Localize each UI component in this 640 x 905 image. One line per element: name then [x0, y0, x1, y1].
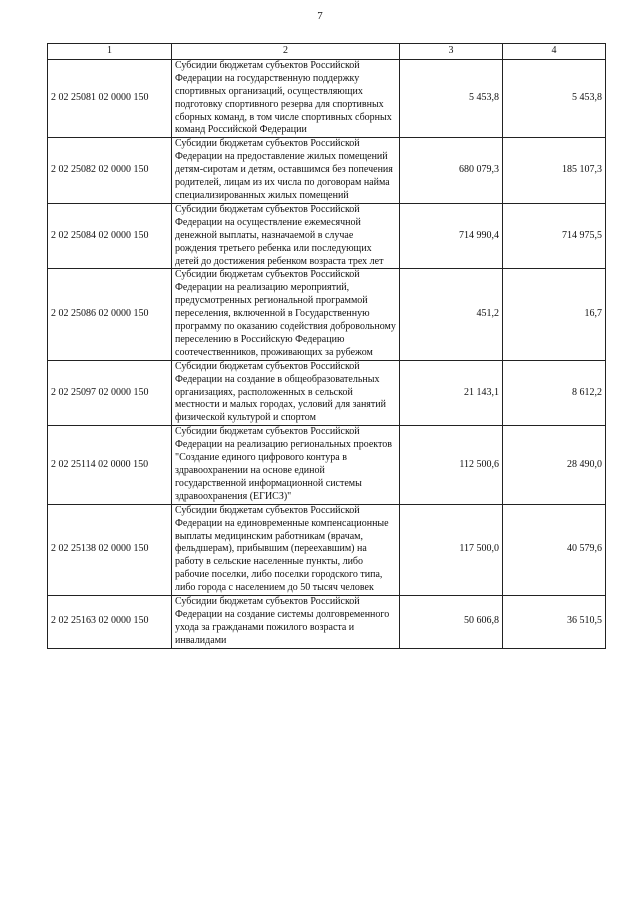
- item-name: Субсидии бюджетам субъектов Российской Федерации на реализацию мероприятий, предусмотренных региональной программой переселения, включенной в Государственную программу по оказанию содействия добровольному переселению в Российскую Федерацию соотечественников, проживающих за рубежом: [172, 269, 400, 360]
- column-header-1: 1: [48, 44, 172, 60]
- planned-amount: 714 990,4: [400, 203, 503, 269]
- executed-amount: 28 490,0: [503, 426, 606, 504]
- budget-code: 2 02 25114 02 0000 150: [48, 426, 172, 504]
- planned-amount: 680 079,3: [400, 138, 503, 204]
- item-name: Субсидии бюджетам субъектов Российской Федерации на государственную поддержку спортивных организаций, осуществляющих подготовку спортивного резерва для спортивных сборных команд, в том числе спортивных сборных команд Российской Федерации: [172, 59, 400, 137]
- page-number: 7: [317, 10, 323, 22]
- budget-code: 2 02 25097 02 0000 150: [48, 360, 172, 426]
- table-row: [48, 426, 606, 504]
- executed-amount: 714 975,5: [503, 203, 606, 269]
- planned-amount: 451,2: [400, 269, 503, 360]
- table-row: [48, 59, 606, 137]
- budget-code: 2 02 25084 02 0000 150: [48, 203, 172, 269]
- item-name: Субсидии бюджетам субъектов Российской Федерации на создание в общеобразовательных организациях, расположенных в сельской местности и малых городах, условий для занятий физической культурой и спортом: [172, 360, 400, 426]
- planned-amount: 117 500,0: [400, 504, 503, 595]
- executed-amount: 8 612,2: [503, 360, 606, 426]
- executed-amount: 16,7: [503, 269, 606, 360]
- table-row: [48, 504, 606, 595]
- column-header-2: 2: [172, 44, 400, 60]
- budget-code: 2 02 25081 02 0000 150: [48, 59, 172, 137]
- table-row: [48, 360, 606, 426]
- column-header-4: 4: [503, 44, 606, 60]
- item-name: Субсидии бюджетам субъектов Российской Федерации на создание системы долговременного ухода за гражданами пожилого возраста и инвалидами: [172, 596, 400, 649]
- item-name: Субсидии бюджетам субъектов Российской Федерации на осуществление ежемесячной денежной выплаты, назначаемой в случае рождения третьего ребенка или последующих детей до достижения ребенком возраста трех лет: [172, 203, 400, 269]
- budget-code: 2 02 25086 02 0000 150: [48, 269, 172, 360]
- executed-amount: 36 510,5: [503, 596, 606, 649]
- budget-code: 2 02 25082 02 0000 150: [48, 138, 172, 204]
- executed-amount: 5 453,8: [503, 59, 606, 137]
- table-row: [48, 596, 606, 649]
- item-name: Субсидии бюджетам субъектов Российской Федерации на предоставление жилых помещений детям-сиротам и детям, оставшимся без попечения родителей, лицам из их числа по договорам найма специализированных жилых помещений: [172, 138, 400, 204]
- planned-amount: 5 453,8: [400, 59, 503, 137]
- table-row: [48, 138, 606, 204]
- item-name: Субсидии бюджетам субъектов Российской Федерации на единовременные компенсационные выплаты медицинским работникам (врачам, фельдшерам), прибывшим (переехавшим) на работу в сельские населенные пункты, либо рабочие поселки, либо поселки городского типа, либо города с населением до 50 тысяч человек: [172, 504, 400, 595]
- planned-amount: 112 500,6: [400, 426, 503, 504]
- item-name: Субсидии бюджетам субъектов Российской Федерации на реализацию региональных проектов "Создание единого цифрового контура в здравоохранении на основе единой государственной информационной системы здравоохранения (ЕГИСЗ)": [172, 426, 400, 504]
- budget-code: 2 02 25163 02 0000 150: [48, 596, 172, 649]
- table-row: [48, 203, 606, 269]
- column-header-3: 3: [400, 44, 503, 60]
- table-row: [48, 269, 606, 360]
- table-header-row: [48, 44, 606, 60]
- planned-amount: 21 143,1: [400, 360, 503, 426]
- budget-table: [47, 43, 606, 649]
- executed-amount: 40 579,6: [503, 504, 606, 595]
- budget-code: 2 02 25138 02 0000 150: [48, 504, 172, 595]
- executed-amount: 185 107,3: [503, 138, 606, 204]
- planned-amount: 50 606,8: [400, 596, 503, 649]
